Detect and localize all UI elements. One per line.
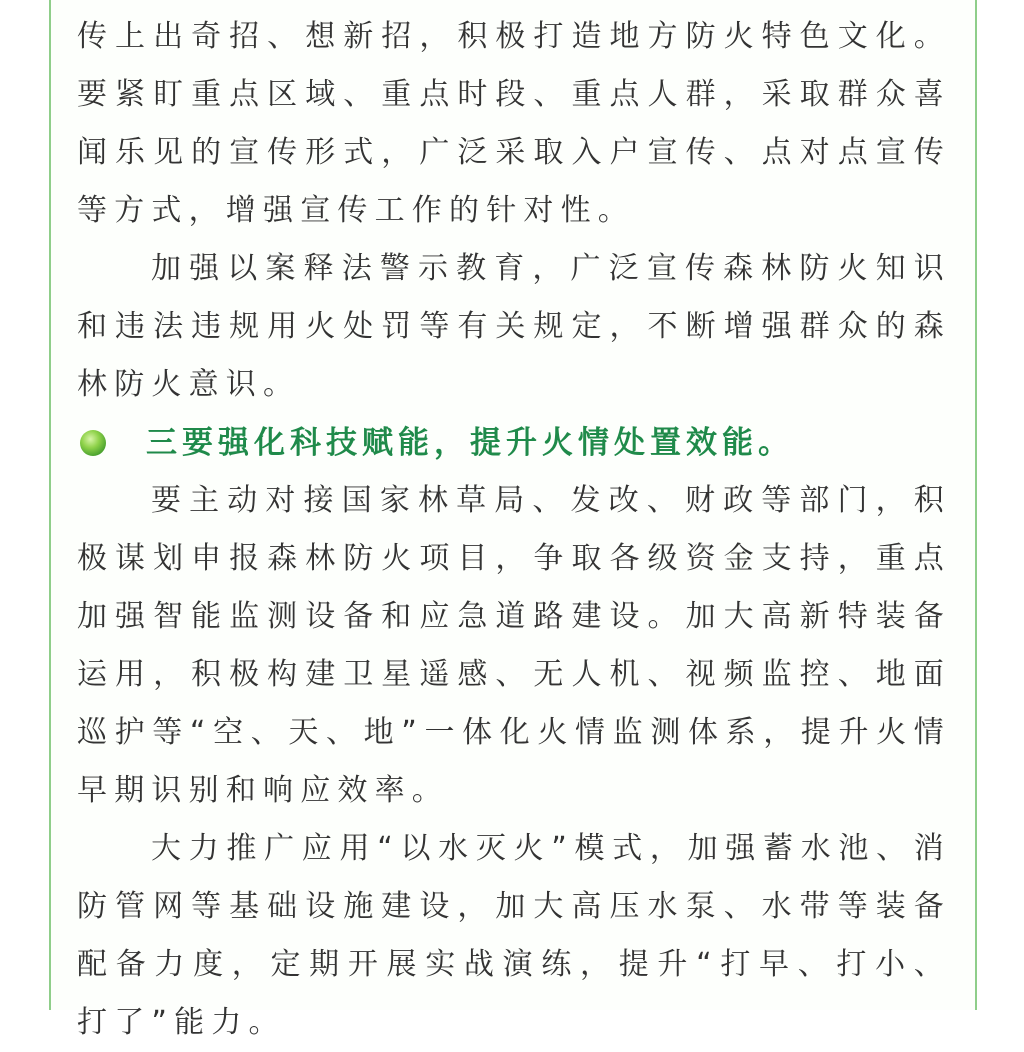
green-dot-bullet-icon <box>80 430 106 456</box>
section-heading-3 <box>77 414 951 472</box>
article-frame <box>49 0 977 1040</box>
paragraph-warning-education: 加强以案释法警示教育，广泛宣传森林防火知识和违法违规用火处罚等有关规定，不断增强群众的森林防火意识。 <box>77 251 951 402</box>
section-heading-text: 三要强化科技赋能，提升火情处置效能。 <box>146 425 794 461</box>
article-content <box>77 0 951 1052</box>
paragraph-publicity: 传上出奇招、想新招，积极打造地方防火特色文化。要紧盯重点区域、重点时段、重点人群，采取群众喜闻乐见的宣传形式，广泛采取入户宣传、点对点宣传等方式，增强宣传工作的针对性。 <box>77 19 951 228</box>
paragraph-water-firefighting: 大力推广应用“以水灭火”模式，加强蓄水池、消防管网等基础设施建设，加大高压水泵、水带等装备配备力度，定期开展实战演练，提升“打早、打小、打了”能力。 <box>77 831 951 1040</box>
paragraph-technology: 要主动对接国家林草局、发改、财政等部门，积极谋划申报森林防火项目，争取各级资金支持，重点加强智能监测设备和应急道路建设。加大高新特装备运用，积极构建卫星遥感、无人机、视频监控、地面巡护等“空、天、地”一体化火情监测体系，提升火情早期识别和响应效率。 <box>77 483 951 808</box>
